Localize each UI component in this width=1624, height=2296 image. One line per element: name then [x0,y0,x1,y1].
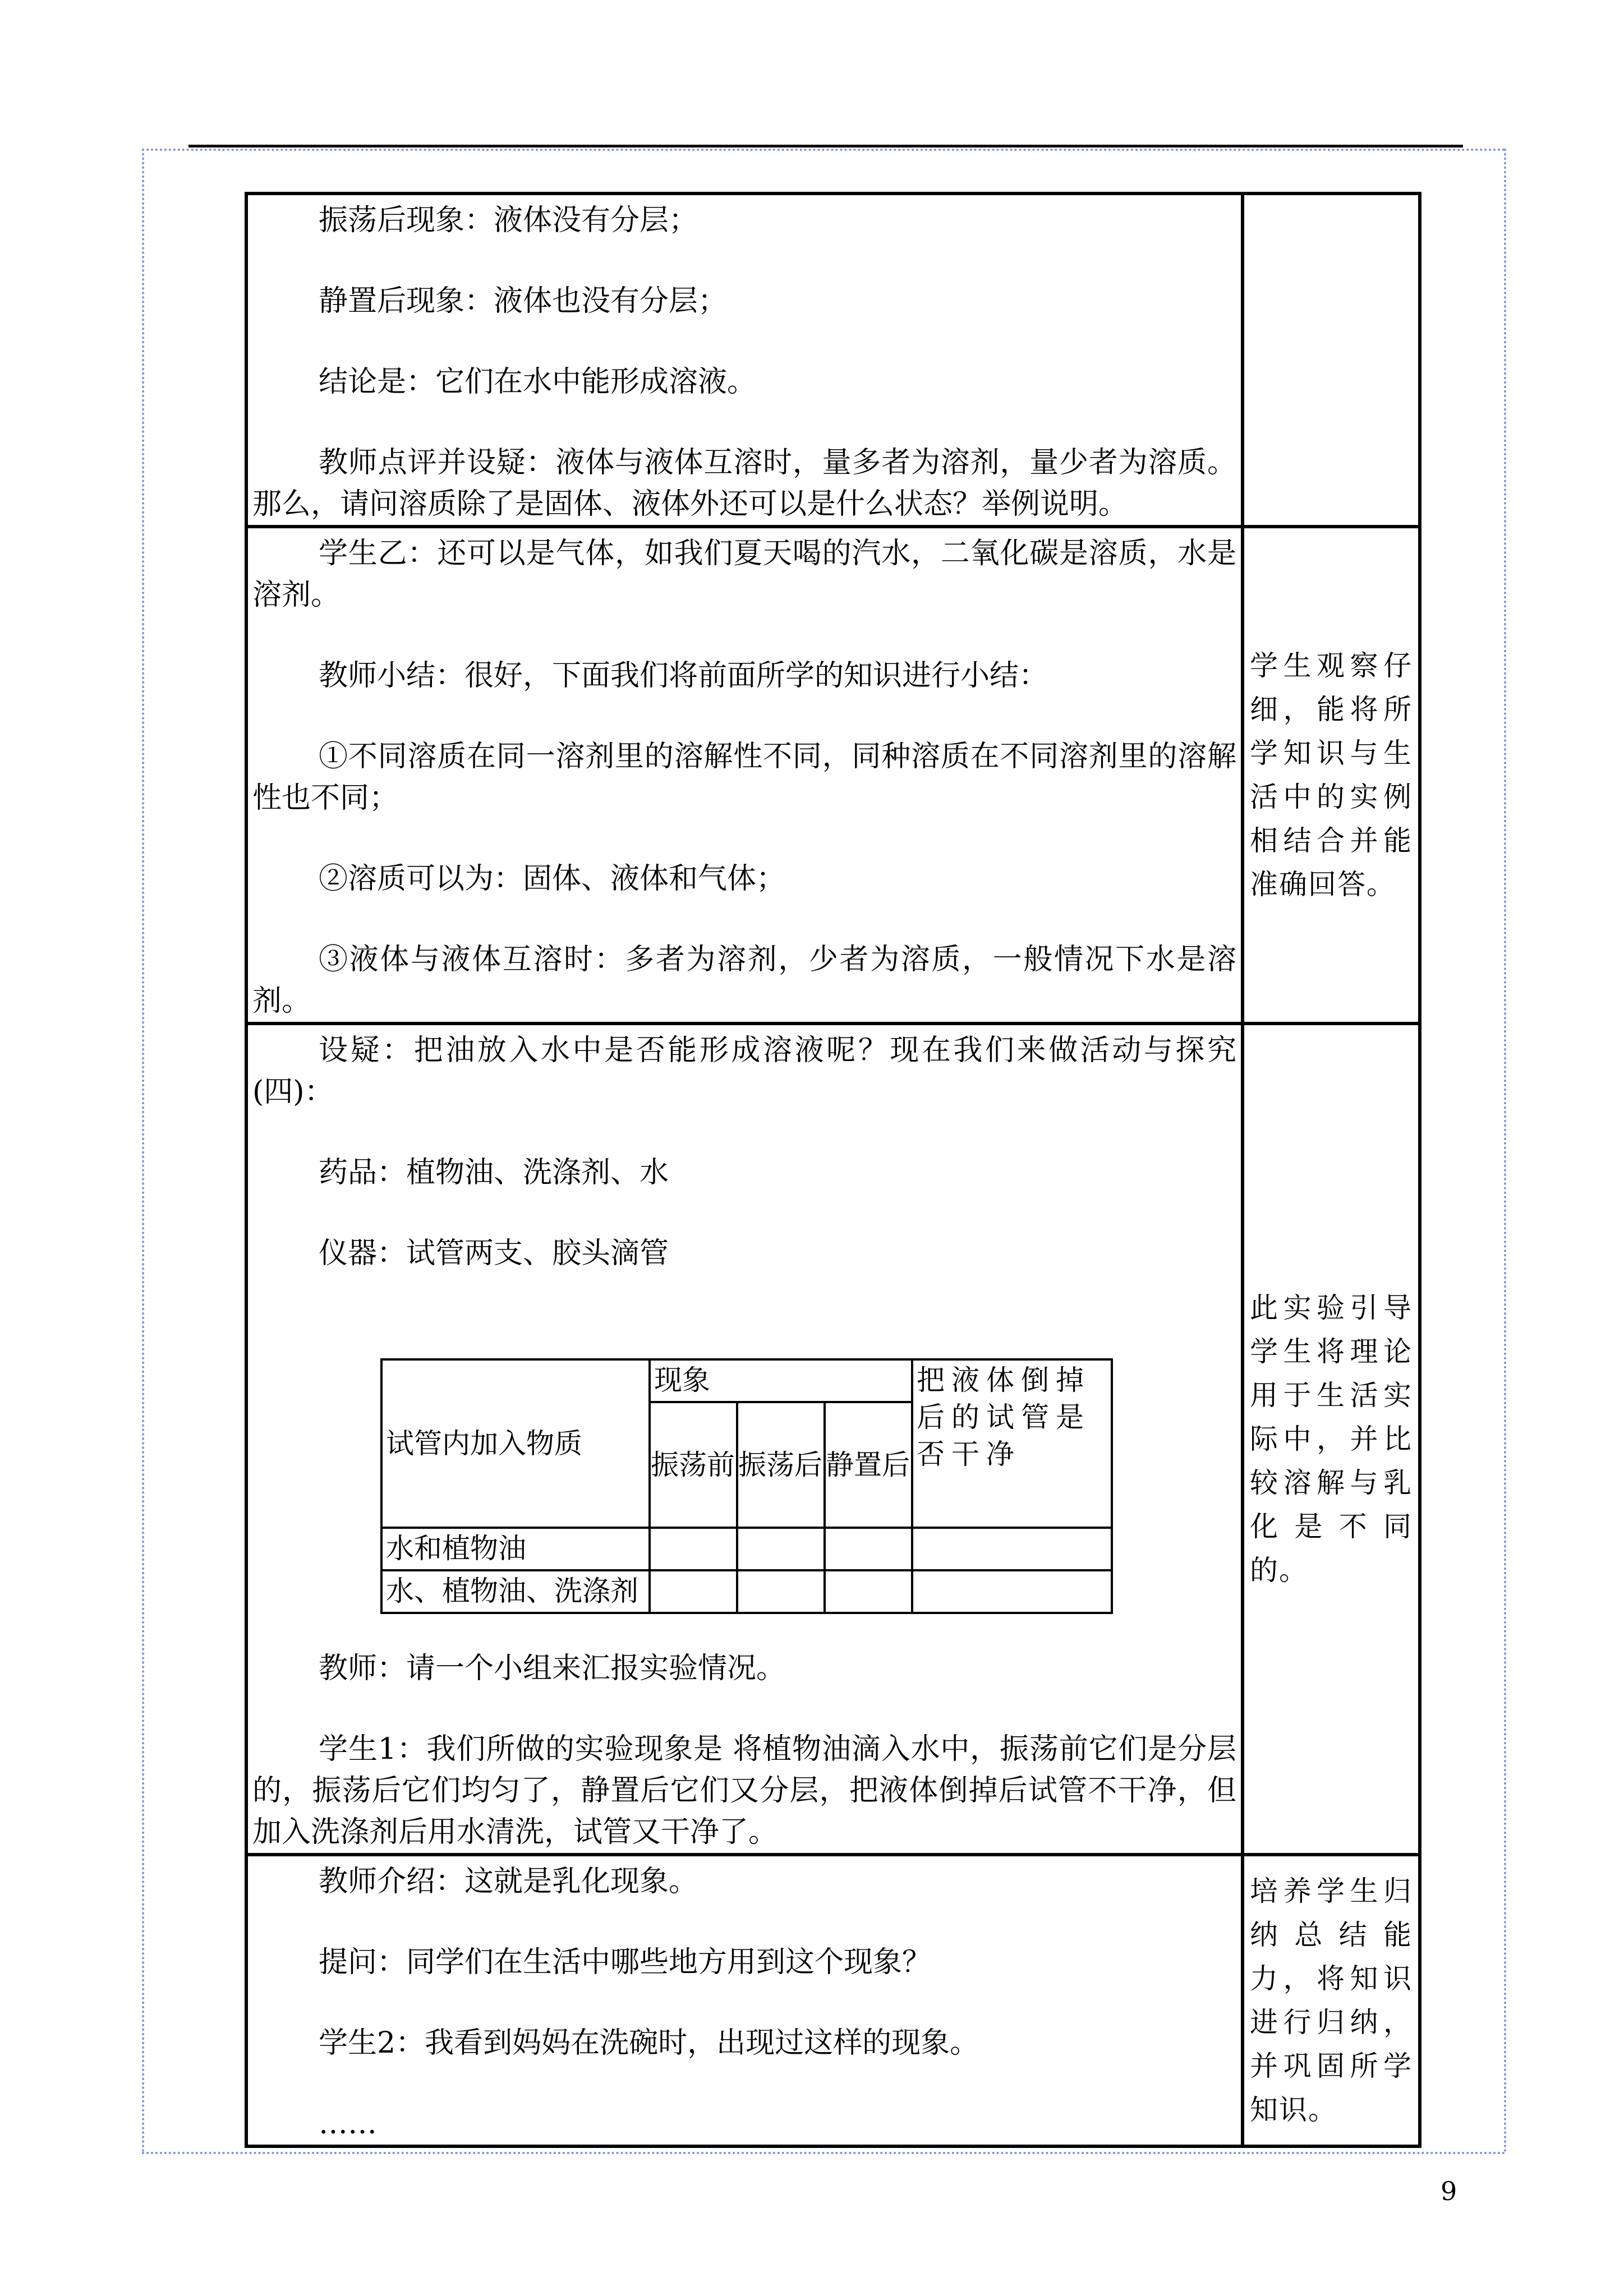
empty-cell [825,1528,912,1570]
paragraph: ①不同溶质在同一溶剂里的溶解性不同，同种溶质在不同溶剂里的溶解性也不同； [252,740,1236,815]
lesson-content-cell [246,1023,1243,1855]
subheader-before-shake: 振荡前 [650,1402,737,1528]
table-row [381,1528,1112,1570]
note-cell [1243,193,1420,527]
note-cell [1243,1023,1420,1855]
paragraph: 教师点评并设疑：液体与液体互溶时，量多者为溶剂，量少者为溶质。那么，请问溶质除了是固体、液体外还可以是什么状态？举例说明。 [252,446,1236,521]
paragraph: ③液体与液体互溶时：多者为溶剂，少者为溶质，一般情况下水是溶剂。 [252,943,1236,1018]
header-rule [188,145,1463,147]
table-row [381,1570,1112,1613]
experiment-table [380,1358,1113,1614]
empty-cell [737,1570,825,1613]
lesson-row-1 [246,193,1420,527]
lesson-row-2 [246,527,1420,1023]
empty-cell [825,1570,912,1613]
note-cell [1243,527,1420,1023]
header-phenomenon: 现象 [650,1359,912,1402]
substance-cell: 水、植物油、洗涤剂 [381,1570,650,1613]
page-number: 9 [1441,2176,1457,2206]
paragraph: 静置后现象：液体也没有分层； [319,284,728,318]
paragraph: 学生1：我们所做的实验现象是 将植物油滴入水中，振荡前它们是分层的，振荡后它们均匀了，静置后它们又分层，把液体倒掉后试管不干净，但加入洗涤剂后用水清洗，试管又干净了。 [252,1732,1236,1849]
paragraph: 振荡后现象：液体没有分层； [319,204,698,237]
subheader-after-shake: 振荡后 [737,1402,825,1528]
empty-cell [650,1570,737,1613]
experiment-table-wrap [380,1358,1236,1614]
lesson-content-cell [246,527,1243,1023]
lesson-row-3 [246,1023,1420,1855]
paragraph: 学生2：我看到妈妈在洗碗时，出现过这样的现象。 [319,2026,979,2060]
paragraph: ②溶质可以为：固体、液体和气体； [319,862,786,896]
lesson-content-cell [246,193,1243,527]
header-substance: 试管内加入物质 [381,1359,650,1528]
lesson-row-4 [246,1855,1420,2146]
paragraph: …… [319,2107,377,2141]
empty-cell [737,1528,825,1570]
substance-cell: 水和植物油 [381,1528,650,1570]
paragraph: 学生乙：还可以是气体，如我们夏天喝的汽水，二氧化碳是溶质，水是溶剂。 [252,537,1236,612]
empty-cell [912,1528,1112,1570]
empty-cell [650,1528,737,1570]
lesson-table [245,192,1421,2148]
subheader-after-settle: 静置后 [825,1402,912,1528]
paragraph: 教师介绍：这就是乳化现象。 [319,1865,698,1898]
paragraph: 教师小结：很好，下面我们将前面所学的知识进行小结： [319,659,1048,693]
paragraph: 提问：同学们在生活中哪些地方用到这个现象？ [319,1945,932,1979]
header-clean: 把液体倒掉后的试管是否干净 [912,1359,1112,1528]
note-cell [1243,1855,1420,2146]
paragraph: 设疑：把油放入水中是否能形成溶液呢？现在我们来做活动与探究(四)： [252,1034,1236,1109]
paragraph: 药品：植物油、洗涤剂、水 [319,1156,669,1190]
paragraph: 结论是：它们在水中能形成溶液。 [319,365,757,399]
paragraph: 教师：请一个小组来汇报实验情况。 [319,1652,786,1685]
note-text: 学生观察仔细，能将所学知识与生活中的实例相结合并能准确回答。 [1250,649,1413,901]
paragraph: 仪器：试管两支、胶头滴管 [319,1237,669,1270]
lesson-content-cell [246,1855,1243,2146]
note-text: 培养学生归纳总结能力，将知识进行归纳，并巩固所学知识。 [1250,1875,1413,2126]
note-text: 此实验引导学生将理论用于生活实际中，并比较溶解与乳化是不同的。 [1250,1292,1413,1587]
empty-cell [912,1570,1112,1613]
